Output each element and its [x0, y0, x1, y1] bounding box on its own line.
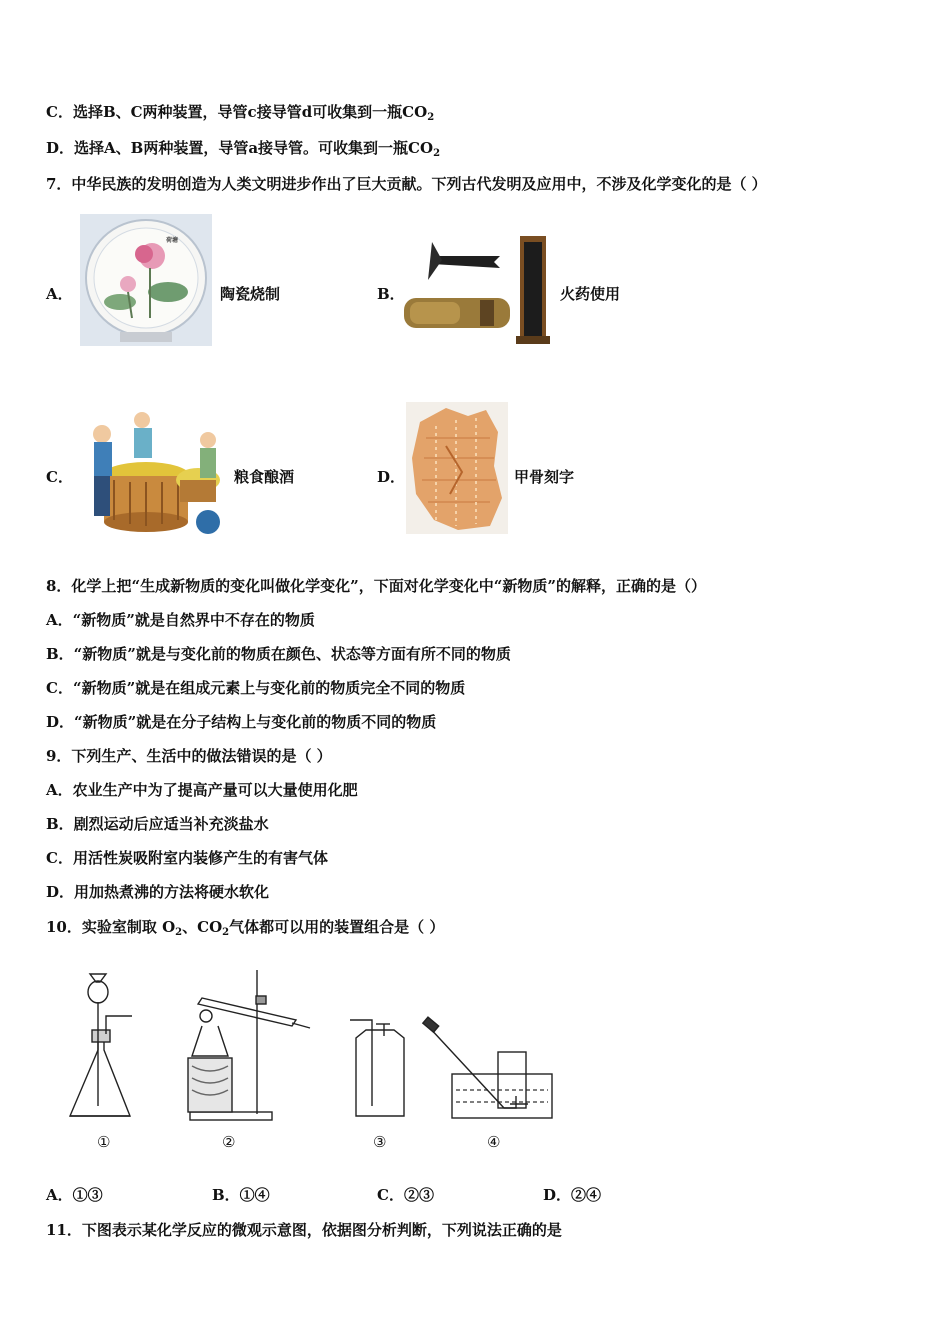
apparatus-2-heating — [188, 970, 310, 1120]
apparatus-label-4: ④ — [487, 1133, 501, 1151]
apparatus-label-3: ③ — [373, 1133, 387, 1151]
gunpowder-weapons-image — [402, 232, 554, 348]
q8-option-d: D．“新物质”就是在分子结构上与变化前的物质不同的物质 — [46, 713, 437, 731]
q8-stem: 8．化学上把“生成新物质的变化叫做化学变化”，下面对化学变化中“新物质”的解释，正确的是（） — [46, 577, 706, 595]
apparatus-1-flask-funnel — [70, 974, 132, 1116]
q8-option-a: A．“新物质”就是自然界中不存在的物质 — [46, 611, 315, 629]
q7-option-d-caption: 甲骨刻字 — [514, 468, 575, 486]
svg-text:荷塘: 荷塘 — [166, 237, 179, 244]
q11-stem: 11．下图表示某化学反应的微观示意图，依据图分析判断，下列说法正确的是 — [46, 1221, 562, 1239]
porcelain-plate-image — [80, 214, 212, 346]
q7-option-a-caption: 陶瓷烧制 — [220, 285, 281, 303]
q9-option-d: D．用加热煮沸的方法将硬水软化 — [46, 883, 270, 901]
q6-option-d: D．选择A、B两种装置，导管a接导管。可收集到一瓶$CO_2$ — [46, 139, 441, 159]
q9-option-b: B．剧烈运动后应适当补充淡盐水 — [46, 815, 269, 833]
q9-option-a: A．农业生产中为了提高产量可以大量使用化肥 — [46, 781, 358, 799]
q7-option-b-key: B． — [377, 285, 405, 303]
q7-option-d-key: D． — [377, 468, 406, 486]
q6-option-c: C．选择B、C两种装置，导管c接导管d可收集到一瓶$CO_2$ — [46, 103, 435, 123]
apparatus-diagram — [60, 966, 560, 1130]
q9-option-c: C．用活性炭吸附室内装修产生的有害气体 — [46, 849, 328, 867]
apparatus-label-2: ② — [222, 1133, 236, 1151]
q7-option-a-key: A． — [46, 285, 73, 303]
apparatus-label-1: ① — [97, 1133, 111, 1151]
apparatus-4-trough — [423, 1017, 552, 1118]
q10-option-d: D．②④ — [543, 1186, 602, 1204]
brewing-wine-image — [80, 406, 224, 534]
q7-option-c-key: C． — [46, 468, 73, 486]
apparatus-3-bottle — [350, 1020, 404, 1116]
q7-option-c-caption: 粮食酿酒 — [234, 468, 295, 486]
q8-option-c: C．“新物质”就是在组成元素上与变化前的物质完全不同的物质 — [46, 679, 466, 697]
q7-stem: 7．中华民族的发明创造为人类文明进步作出了巨大贡献。下列古代发明及应用中，不涉及化学变化的是（ ） — [46, 175, 767, 193]
q8-option-b: B．“新物质”就是与变化前的物质在颜色、状态等方面有所不同的物质 — [46, 645, 511, 663]
q10-option-b: B．①④ — [212, 1186, 270, 1204]
q10-stem: 10．实验室制取 $O_2$、$CO_2$气体都可以用的装置组合是（ ） — [46, 918, 445, 938]
q7-option-b-caption: 火药使用 — [560, 285, 621, 303]
q10-option-a: A．①③ — [46, 1186, 103, 1204]
oracle-bone-image — [406, 402, 508, 534]
q10-option-c: C．②③ — [377, 1186, 434, 1204]
q9-stem: 9．下列生产、生活中的做法错误的是（ ） — [46, 747, 332, 765]
